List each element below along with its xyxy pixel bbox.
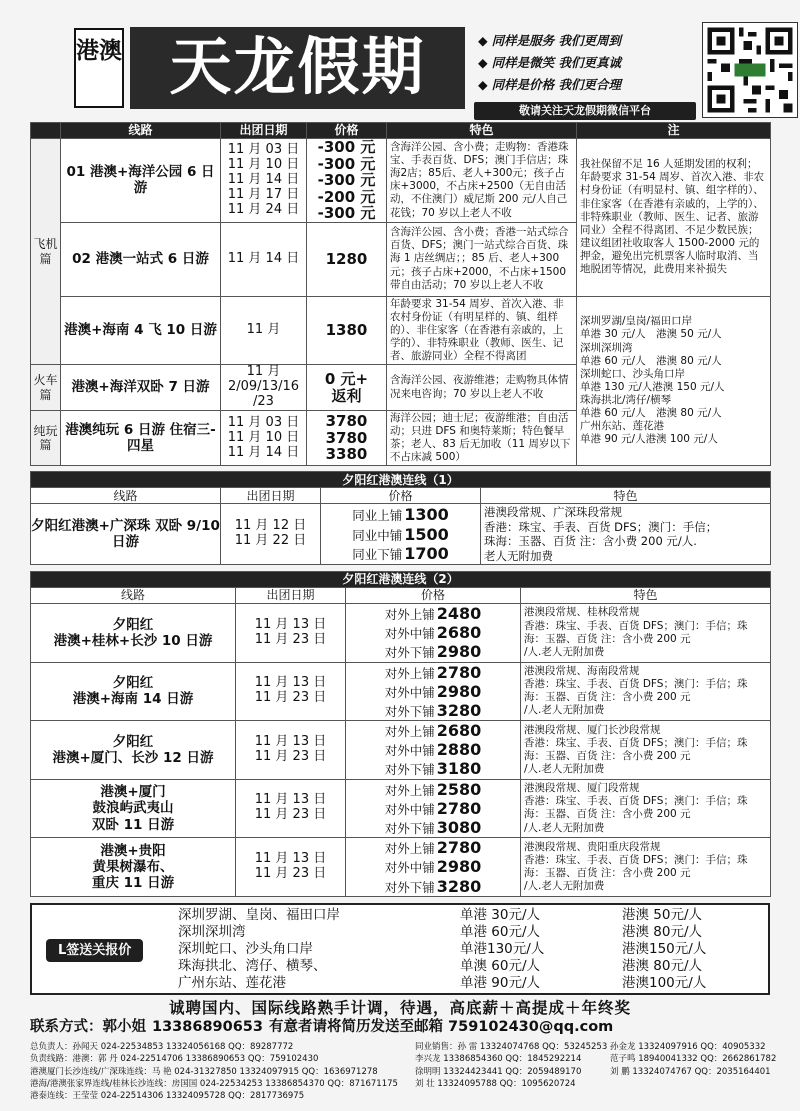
route-cell: 02 港澳一站式 6 日游 xyxy=(61,222,221,296)
slogan-3: ◆ 同样是价格 我们更合理 xyxy=(478,77,621,92)
feature-cell: 港澳段常规、厦门段常规 香港：珠宝、手表、百货 DFS；澳门：手信；珠海：玉器、百货 注：含小费 200 元 /人.老人无附加费 xyxy=(521,779,771,838)
header-cell: 特色 xyxy=(521,587,771,603)
dates-cell: 11 月 13 日 11 月 23 日 xyxy=(236,603,346,662)
dates-cell: 11 月 13 日 11 月 23 日 xyxy=(236,662,346,721)
section-title: 夕阳红港澳连线（2） xyxy=(31,571,771,587)
header-cell: 出团日期 xyxy=(221,123,307,139)
dates-cell: 11 月 03 日 11 月 10 日 11 月 14 日 xyxy=(221,410,307,466)
feature-cell: 含海洋公园、含小费；走购物：香港珠宝、手表百货、DFS；澳门手信店；珠海2店；85后、老人+300元；孩子占床+3000，不占床+2500（无自由活动，不住澳门）威尼斯 200 元/人自己花钱；70 岁以上老人不收 xyxy=(387,139,577,223)
category-cell: 飞机篇 xyxy=(31,139,61,365)
agent-column: 总负责人：孙闻天 024-22534853 13324056168 QQ：89287772 负责线路：港澳：郭 丹 024-22514706 13386890653 QQ：759102430 港澳厦门长沙连线/广深珠连线：马 艳 024-31327850 13324097915 QQ：1636971278 港海/港澳张家界连线/桂林长沙连线：房国国 024-22534253 13386854370 QQ：871671175 港泰连线：王莹莹 024-22514306 13324095728 QQ：2817736975 xyxy=(30,1041,398,1102)
header-cell: 价格 xyxy=(346,587,521,603)
price-cell: 3780 3780 3380 xyxy=(307,410,387,466)
agent-column: 孙金龙 13324097916 QQ：40905332 范子鸣 18940041332 QQ：2662861782 刘 鹏 13324074767 QQ：2035164401 xyxy=(610,1041,777,1077)
dates-cell: 11 月 14 日 xyxy=(221,222,307,296)
route-cell: 夕阳红 港澳+桂林+长沙 10 日游 xyxy=(31,603,236,662)
feature-cell: 港澳段常规、贵阳重庆段常规 香港：珠宝、手表、百货 DFS；澳门：手信；珠海：玉器、百货 注：含小费 200 元 /人.老人无附加费 xyxy=(521,838,771,897)
price-cell: 1280 xyxy=(307,222,387,296)
route-cell: 夕阳红 港澳+海南 14 日游 xyxy=(31,662,236,721)
qr-code-icon[interactable] xyxy=(702,22,798,118)
route-cell: 夕阳红港澳+广深珠 双卧 9/10 日游 xyxy=(31,504,221,565)
price-cell: 0 元+ 返利 xyxy=(307,365,387,411)
header-cell: 注 xyxy=(577,123,771,139)
price-cell: -300 元 -300 元 -300 元 -200 元 -300 元 xyxy=(307,139,387,223)
table-row xyxy=(31,721,771,780)
table-row xyxy=(31,838,771,897)
note-cell: 我社保留不足 16 人延期发团的权利；年龄要求 31-54 周岁、首次入港、非农村身份证（有明显村、镇、组字样的）、非住家客（在香港有亲戚的，上学的）、非特殊职业（教师、医生、记者、旅游同业）全程不得离团、不足少数民族；建议组团社收取客人 1500-2000 元的押金，避免出完机票客人临时取消、当地脱团等情况，此费用来补损失 xyxy=(577,139,771,297)
section-title: 夕阳红港澳连线（1） xyxy=(31,472,771,488)
brand-title: 天龙假期 xyxy=(130,27,465,109)
route-cell: 港澳+贵阳 黄果树瀑布、 重庆 11 日游 xyxy=(31,838,236,897)
sendoff-combo-prices: 港澳 50元/人 港澳 80元/人 港澳150元/人 港澳 80元/人 港澳100元/人 xyxy=(622,906,707,991)
header-cell: 线路 xyxy=(31,488,221,504)
route-cell: 港澳+海洋双卧 7 日游 xyxy=(61,365,221,411)
contact-phone[interactable]: 13386890653 xyxy=(152,1019,263,1036)
main-tour-table xyxy=(30,122,771,466)
price-cell: 1380 xyxy=(307,296,387,365)
category-cell: 火车篇 xyxy=(31,365,61,411)
feature-cell: 含海洋公园、夜游维港；走购物具体情况来电咨询；70 岁以上老人不收 xyxy=(387,365,577,411)
price-cell: 同业上铺 1300 同业中铺 1500 同业下铺 1700 xyxy=(321,504,481,565)
table-row xyxy=(31,296,771,365)
note-prices-cell: 深圳罗湖/皇岗/福田口岸 单港 30 元/人 港澳 50 元/人 深圳深圳湾 单港 60 元/人 港澳 80 元/人 深圳蛇口、沙头角口岸 单港 130 元/人港澳 150 元/人 珠海拱北/湾仔/横琴 单港 60 元/人 港澳 80 元/人 广州东站、莲花港 单港 90 元/人港澳 100 元/人 xyxy=(577,296,771,466)
diamond-icon: ◆ xyxy=(478,77,488,92)
header-cell: 线路 xyxy=(61,123,221,139)
header-cell: 价格 xyxy=(307,123,387,139)
sunset-section-2 xyxy=(30,571,771,897)
price-cell: 对外上铺 2780 对外中铺 2980 对外下铺 3280 xyxy=(346,662,521,721)
sendoff-price-box xyxy=(30,903,770,995)
slogans xyxy=(478,30,700,96)
table-row xyxy=(31,779,771,838)
agent-column: 同业销售：孙 雷 13324074768 QQ：53245253 李兴龙 13386854360 QQ：1845292214 徐明明 13324423441 QQ：2059489170 刘 壮 13324095788 QQ：1095620724 xyxy=(415,1041,608,1089)
route-cell: 夕阳红 港澳+厦门、长沙 12 日游 xyxy=(31,721,236,780)
wechat-note: 敬请关注天龙假期微信平台 xyxy=(474,102,696,120)
route-cell: 港澳纯玩 6 日游 住宿三-四星 xyxy=(61,410,221,466)
price-cell: 对外上铺 2480 对外中铺 2680 对外下铺 2980 xyxy=(346,603,521,662)
header-cell: 特色 xyxy=(387,123,577,139)
category-cell: 纯玩篇 xyxy=(31,410,61,466)
table-row xyxy=(31,504,771,565)
feature-cell: 年龄要求 31-54 周岁、首次入港、非农村身份证（有明星样的、镇、组样的）、非住家客（在香港有亲戚的，上学的）、非特殊职业（教师、医生、记者、旅游同业）全程不得离团 xyxy=(387,296,577,365)
header-cell: 线路 xyxy=(31,587,236,603)
feature-cell: 港澳段常规、海南段常规 香港：珠宝、手表、百货 DFS；澳门：手信；珠海：玉器、百货 注：含小费 200 元 /人.老人无附加费 xyxy=(521,662,771,721)
price-cell: 对外上铺 2780 对外中铺 2980 对外下铺 3280 xyxy=(346,838,521,897)
dates-cell: 11 月 13 日 11 月 23 日 xyxy=(236,838,346,897)
sendoff-label: L签送关报价 xyxy=(46,939,143,963)
header-cell: 特色 xyxy=(481,488,771,504)
header-cell: 出团日期 xyxy=(221,488,321,504)
contact-email[interactable]: 有意者请将简历发送至邮箱 759102430@qq.com xyxy=(268,1019,614,1036)
dates-cell: 11 月 13 日 11 月 23 日 xyxy=(236,779,346,838)
slogan-1: ◆ 同样是服务 我们更周到 xyxy=(478,33,621,48)
diamond-icon: ◆ xyxy=(478,55,488,70)
dates-cell: 11 月 2/09/13/16 /23 xyxy=(221,365,307,411)
slogan-2: ◆ 同样是微笑 我们更真诚 xyxy=(478,55,621,70)
route-cell: 港澳+厦门 鼓浪屿武夷山 双卧 11 日游 xyxy=(31,779,236,838)
feature-cell: 港澳段常规、桂林段常规 香港：珠宝、手表、百货 DFS；澳门：手信；珠海：玉器、百货 注：含小费 200 元 /人.老人无附加费 xyxy=(521,603,771,662)
contact-line: 联系方式：郭小姐 13386890653 有意者请将简历发送至邮箱 759102430@qq.com xyxy=(30,1019,614,1036)
header-cell xyxy=(31,123,61,139)
sendoff-places: 深圳罗湖、皇岗、福田口岸 深圳深圳湾 深圳蛇口、沙头角口岸 珠海拱北、湾仔、横琴、 广州东站、莲花港 xyxy=(178,906,340,991)
header-cell: 出团日期 xyxy=(236,587,346,603)
price-cell: 对外上铺 2580 对外中铺 2780 对外下铺 3080 xyxy=(346,779,521,838)
hiring-banner: 诚聘国内、国际线路熟手计调，待遇，高底薪＋高提成＋年终奖 xyxy=(168,998,631,1017)
region-badge: 港澳 xyxy=(74,28,124,108)
feature-cell: 含海洋公园、含小费；香港一站式综合百货、DFS；澳门一站式综合百货、珠海 1 店丝绸店；；85 后、老人+300 元；孩子占床+2000，不占床+1500 带自由活动；70 岁以上老人不收 xyxy=(387,222,577,296)
dates-cell: 11 月 xyxy=(221,296,307,365)
table-row xyxy=(31,139,771,223)
header xyxy=(30,0,770,122)
sunset-section-1 xyxy=(30,471,771,565)
agent-directory xyxy=(30,1041,777,1111)
header-cell: 价格 xyxy=(321,488,481,504)
table-row xyxy=(31,603,771,662)
route-cell: 01 港澳+海洋公园 6 日游 xyxy=(61,139,221,223)
price-cell: 对外上铺 2680 对外中铺 2880 对外下铺 3180 xyxy=(346,721,521,780)
route-cell: 港澳+海南 4 飞 10 日游 xyxy=(61,296,221,365)
dates-cell: 11 月 12 日 11 月 22 日 xyxy=(221,504,321,565)
dates-cell: 11 月 03 日 11 月 10 日 11 月 14 日 11 月 17 日 11 月 24 日 xyxy=(221,139,307,223)
feature-cell: 港澳段常规、广深珠段常规 香港：珠宝、手表、百货 DFS；澳门：手信； 珠海：玉器、百货 注：含小费 200 元/人. 老人无附加费 xyxy=(481,504,771,565)
feature-cell: 海洋公园；迪士尼；夜游维港；自由活动；只进 DFS 和奥特莱斯；特色餐早茶；老人、83 后无加收（11 周岁以下不占床减 500） xyxy=(387,410,577,466)
feature-cell: 港澳段常规、厦门长沙段常规 香港：珠宝、手表、百货 DFS；澳门：手信；珠海：玉器、百货 注：含小费 200 元 /人.老人无附加费 xyxy=(521,721,771,780)
dates-cell: 11 月 13 日 11 月 23 日 xyxy=(236,721,346,780)
table-row xyxy=(31,662,771,721)
sendoff-single-prices: 单港 30元/人 单港 60元/人 单港130元/人 单澳 60元/人 单港 90元/人 xyxy=(460,906,545,991)
diamond-icon: ◆ xyxy=(478,33,488,48)
